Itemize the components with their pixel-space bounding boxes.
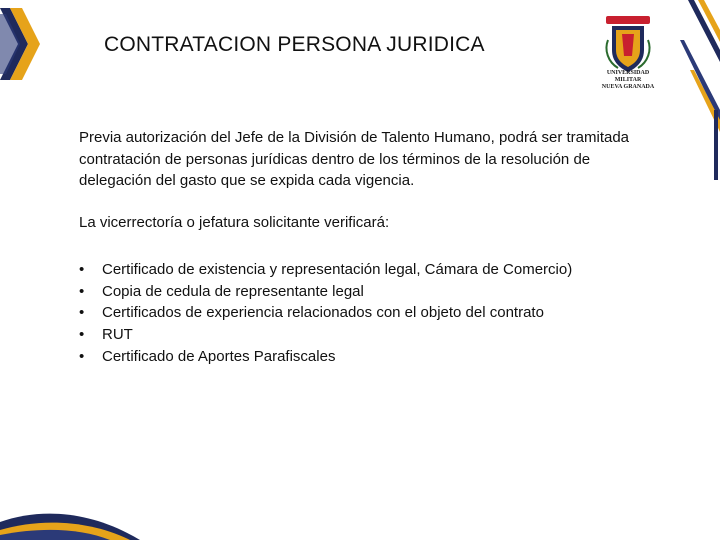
bullet-icon: •: [79, 304, 85, 322]
list-item: [79, 259, 572, 281]
list-item-text: Certificado de existencia y representación legal, Cámara de Comercio): [102, 261, 573, 278]
left-chevron-decoration: [0, 0, 50, 90]
bullet-icon: •: [79, 282, 85, 300]
slide-title: CONTRATACION PERSONA JURIDICA: [104, 33, 485, 56]
list-item: [79, 302, 572, 324]
requirements-list: [79, 259, 572, 368]
bullet-icon: •: [79, 261, 85, 278]
list-item: [79, 324, 572, 346]
bullet-icon: •: [79, 326, 85, 344]
right-stripe-decoration: [680, 0, 720, 190]
list-item: [79, 281, 572, 303]
list-item: [79, 346, 572, 368]
logo-line-1: UNIVERSIDAD MILITAR: [606, 70, 650, 83]
bottom-wave-decoration: [0, 500, 160, 540]
list-item-text: Copia de cedula de representante legal: [102, 282, 364, 300]
list-item-text: RUT: [102, 326, 133, 344]
requirements-intro: La vicerrectoría o jefatura solicitante verificará:: [79, 214, 390, 231]
logo-line-2: NUEVA GRANADA: [601, 84, 655, 90]
university-logo-text: [596, 70, 660, 91]
body-paragraph: Previa autorización del Jefe de la División de Talento Humano, podrá ser tramitada contratación de personas jurídicas dentro de los términos de la resolución de delegación del gasto que se expida cada vigencia.: [79, 129, 630, 189]
list-item-text: Certificados de experiencia relacionados con el objeto del contrato: [102, 304, 544, 322]
bullet-icon: •: [79, 347, 85, 365]
list-item-text: Certificado de Aportes Parafiscales: [102, 347, 336, 365]
